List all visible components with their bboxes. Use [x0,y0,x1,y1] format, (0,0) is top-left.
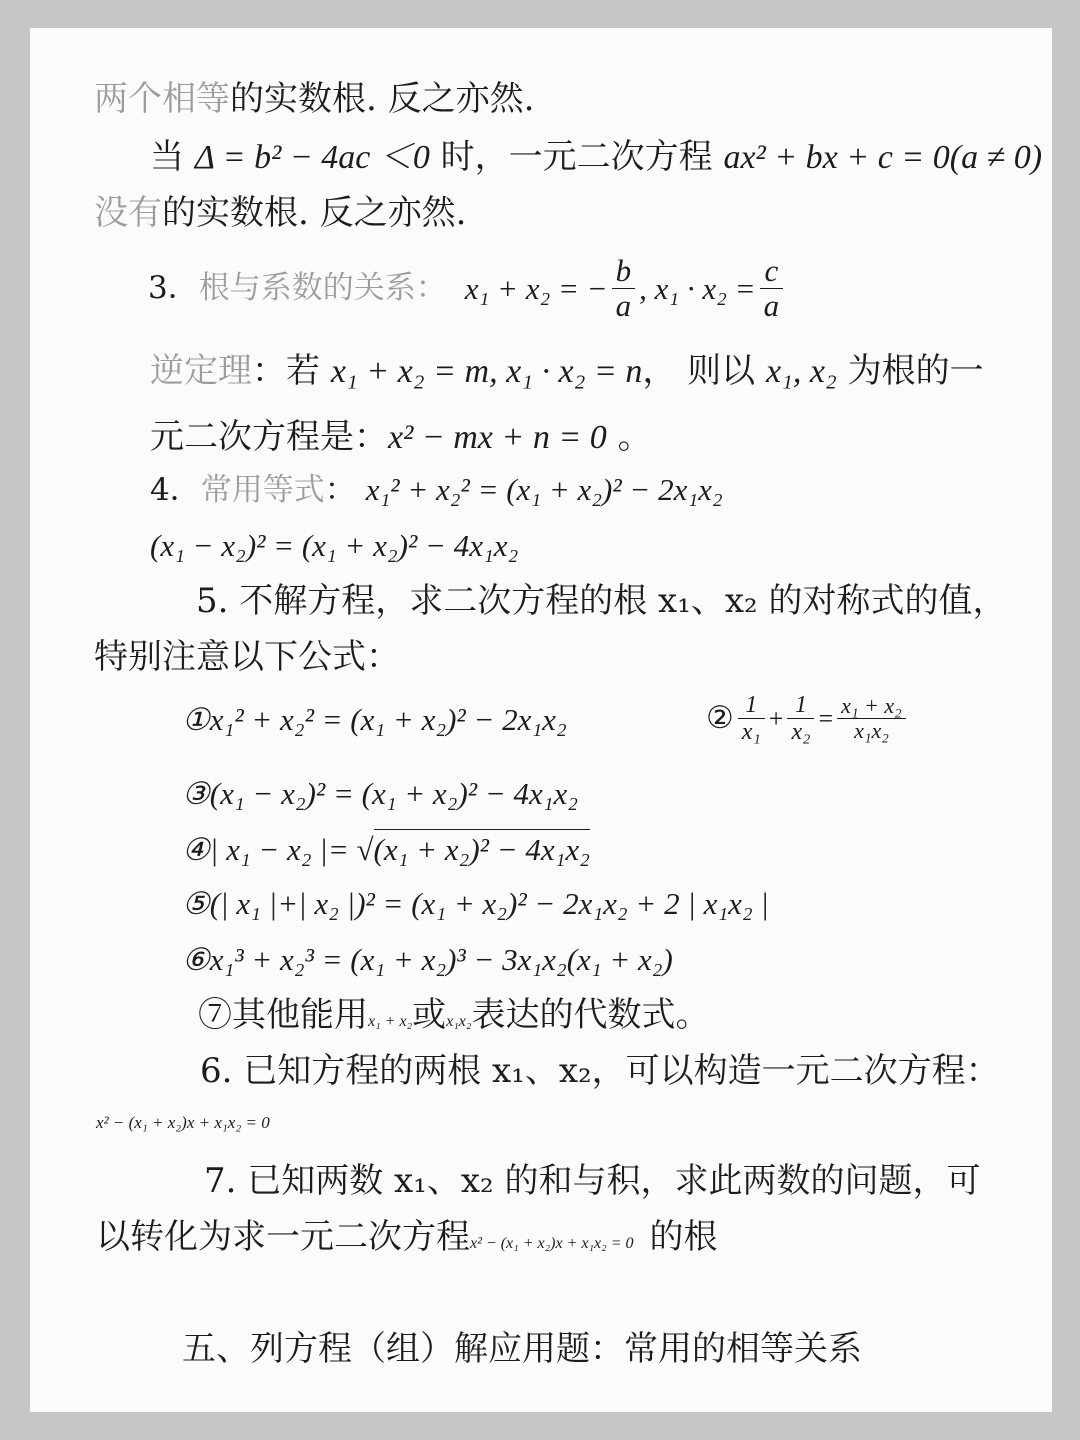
line-text: 以转化为求一元二次方程 [96,1217,470,1257]
highlight-text: 没有 [94,193,162,233]
line-9: 5. 不解方程，求二次方程的根 x₁、x₂ 的对称式的值， [196,581,1007,621]
formula-6: ⑥x₁³ + x₂³ = (x₁ + x₂)³ − 3x₁x₂(x₁ + x₂) [182,942,673,977]
line-12-small-equation: x² − (x₁ + x₂)x + x₁x₂ = 0 [96,1113,270,1132]
equals-sign: = [818,703,834,733]
line-3 [94,193,467,233]
discriminant-formula: Δ = b² − 4ac ＜0 [194,139,430,176]
section-label: 常用等式 [200,472,325,508]
small-formula: x₁x₂ [446,1013,472,1030]
sum-formula: x₁ + x₂ = − [464,271,608,307]
line-5-converse [150,351,984,391]
line-8: (x₁ − x₂)² = (x₁ + x₂)² − 4x₁x₂ [150,528,519,563]
denominator: x₁x₂ [837,718,906,743]
line-text: 的实数根. 反之亦然. [230,79,535,119]
circled-number: ② [706,700,734,737]
formula-5: ⑤(| x₁ |+| x₂ |)² = (x₁ + x₂)² − 2x₁x₂ + 2 | x₁x₂ | [182,886,769,921]
line-text: ：若 [252,351,331,391]
line-6 [150,417,652,457]
roots: x₁, x₂ [765,353,837,390]
line-text: ⑦其他能用 [198,995,368,1035]
fraction-b-over-a [612,254,636,323]
small-formula: x² − (x₁ + x₂)x + x₁x₂ = 0 [470,1235,634,1252]
identity-formula: x₁² + x₂² = (x₁ + x₂)² − 2x₁x₂ [365,472,723,507]
constructed-equation: x² − mx + n = 0 [388,419,607,456]
line-text: 当 [150,137,195,177]
line-text: 的根 [649,1217,718,1257]
small-formula: x₁ + x₂ [368,1013,413,1030]
line-14 [96,1217,718,1257]
formula-3: ③(x₁ − x₂)² = (x₁ + x₂)² − 4x₁x₂ [182,776,579,811]
numerator: c [764,253,779,288]
plus-sign: + [768,703,784,733]
line-text: ： [324,472,356,508]
item-number: 4． [150,472,201,508]
quadratic-equation: ax² + bx + c = 0(a ≠ 0) [723,139,1043,176]
line-text: 表达的代数式。 [471,995,710,1035]
condition-formula: x₁ + x₂ = m, x₁ · x₂ = n [330,353,643,390]
denominator: x₂ [787,718,814,745]
line-text: 为根的一 [836,351,984,391]
line-7-identities [150,474,723,506]
formula-7 [198,995,710,1035]
numerator: b [615,253,632,288]
fraction-1-over-x2 [787,692,814,746]
section-label: 根与系数的关系： [198,270,447,307]
sqrt-icon: √ [356,832,374,867]
document-page [30,28,1052,1412]
fraction-sum-over-product [837,694,906,743]
line-2 [150,137,1043,177]
numerator: 1 [745,692,758,718]
line-text: 。 [606,417,652,457]
line-4-root-coefficient [148,254,787,323]
highlight-text: 两个相等 [94,79,230,119]
item-number: 3． [148,270,199,307]
line-text: 时，一元二次方程 [429,137,724,177]
formula-4 [182,834,590,865]
formula-1: ①x₁² + x₂² = (x₁ + x₂)² − 2x₁x₂ [182,702,567,737]
line-text: 元二次方程是： [150,417,388,457]
line-11: 6. 已知方程的两根 x₁、x₂，可以构造一元二次方程： [200,1051,1000,1091]
line-text: ， 则以 [642,351,766,391]
section-heading: 五、列方程（组）解应用题：常用的相等关系 [182,1329,862,1369]
line-1 [94,79,535,119]
denominator: a [760,288,784,323]
radicand: (x₁ + x₂)² − 4x₁x₂ [374,829,590,867]
fraction-1-over-x1 [738,692,765,746]
denominator: x₁ [738,718,765,745]
formula-2 [706,692,910,746]
numerator: 1 [794,692,807,718]
formula-text: ④| x₁ − x₂ |= [182,832,357,867]
fraction-c-over-a [760,254,784,323]
line-text: 的实数根. 反之亦然. [162,193,467,233]
line-13: 7. 已知两数 x₁、x₂ 的和与积，求此两数的问题，可 [204,1161,981,1201]
denominator: a [612,288,636,323]
line-10: 特别注意以下公式： [94,637,400,677]
product-formula: , x₁ · x₂ = [639,271,756,307]
line-text: 或 [412,995,447,1035]
numerator: x₁ + x₂ [841,693,902,719]
section-label: 逆定理 [150,351,252,391]
